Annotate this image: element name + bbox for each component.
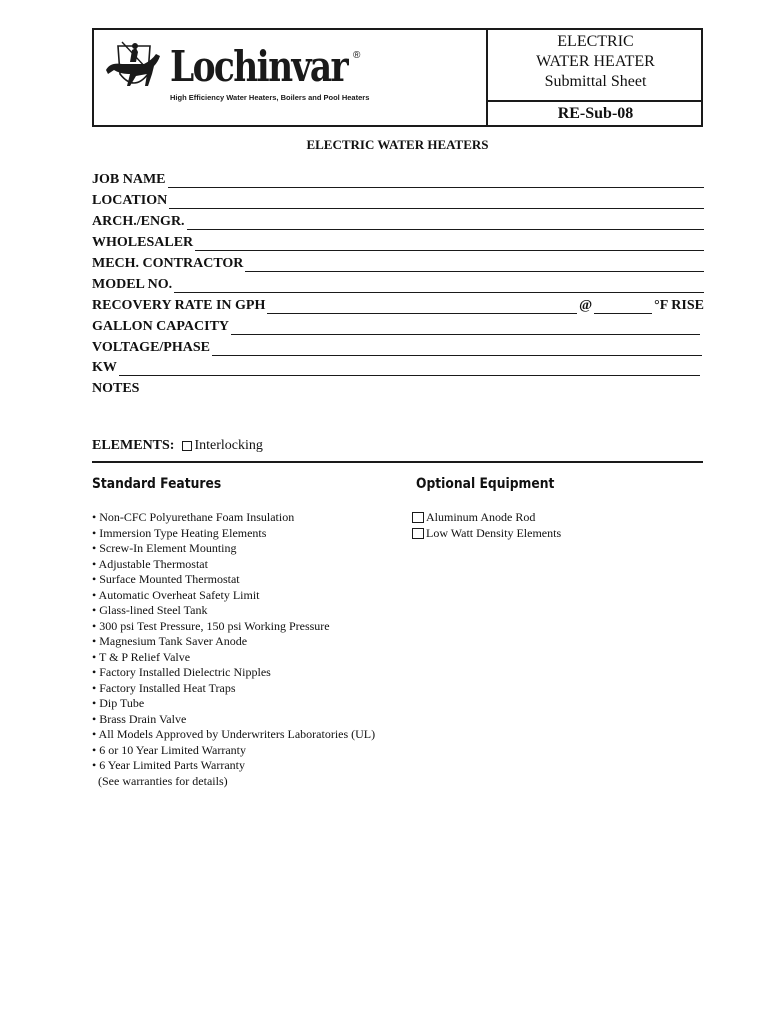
list-item: • 6 Year Limited Parts Warranty: [92, 758, 245, 772]
notes-label: NOTES: [92, 381, 140, 396]
arch-engr-field: [92, 210, 704, 230]
voltage-phase-input[interactable]: [212, 341, 702, 356]
aluminum-anode-label: Aluminum Anode Rod: [426, 510, 536, 524]
list-item: • Magnesium Tank Saver Anode: [92, 634, 248, 648]
job-name-label: JOB NAME: [92, 172, 166, 187]
elements-row: [92, 438, 263, 454]
list-item: • Screw-In Element Mounting: [92, 541, 237, 555]
recovery-rate-input[interactable]: [267, 299, 577, 314]
section-rule: [92, 461, 703, 463]
logo: [100, 36, 480, 122]
model-no-field: [92, 273, 704, 293]
list-item: • Automatic Overheat Safety Limit: [92, 587, 260, 602]
job-name-field: [92, 168, 704, 188]
aluminum-anode-checkbox[interactable]: [412, 512, 424, 523]
list-item: • Dip Tube: [92, 696, 145, 710]
horse-rider-icon: [100, 40, 172, 100]
wholesaler-input[interactable]: [195, 236, 704, 251]
list-item: • Adjustable Thermostat: [92, 556, 208, 571]
gallon-capacity-field: [92, 315, 700, 335]
list-item: • Surface Mounted Thermostat: [92, 572, 240, 586]
brand-name: Lochinvar: [170, 42, 348, 91]
list-item: • T & P Relief Valve: [92, 649, 191, 664]
wholesaler-label: WHOLESALER: [92, 235, 194, 250]
list-item: • Factory Installed Dielectric Nipples: [92, 665, 271, 679]
standard-features-list: [92, 510, 375, 789]
voltage-phase-label: VOLTAGE/PHASE: [92, 340, 210, 355]
mech-contractor-label: MECH. CONTRACTOR: [92, 256, 244, 271]
list-item: • 6 or 10 Year Limited Warranty: [92, 742, 246, 757]
interlocking-checkbox[interactable]: [182, 441, 192, 451]
list-item: (See warranties for details): [92, 773, 228, 788]
registered-mark: ®: [353, 50, 361, 61]
recovery-rate-field: [92, 294, 704, 314]
list-item: • All Models Approved by Underwriters Laboratories (UL): [92, 727, 376, 741]
list-item: • Glass-lined Steel Tank: [92, 603, 208, 617]
gallon-capacity-input[interactable]: [231, 320, 700, 335]
arch-engr-input[interactable]: [187, 215, 704, 230]
form-code: RE-Sub-08: [557, 105, 634, 122]
gallon-capacity-label: GALLON CAPACITY: [92, 319, 230, 334]
voltage-phase-field: [92, 336, 702, 356]
arch-engr-label: ARCH./ENGR.: [92, 214, 185, 229]
list-item: • Immersion Type Heating Elements: [92, 525, 267, 540]
title-line-2: WATER HEATER: [536, 53, 655, 70]
list-item: [412, 510, 561, 526]
optional-equipment-title: Optional Equipment: [416, 476, 555, 492]
low-watt-checkbox[interactable]: [412, 528, 424, 539]
wholesaler-field: [92, 231, 704, 251]
standard-features-title: Standard Features: [92, 476, 222, 492]
section-heading: ELECTRIC WATER HEATERS: [306, 137, 489, 152]
kw-field: [92, 356, 700, 376]
recovery-at-label: @: [579, 298, 593, 313]
list-item: • Brass Drain Valve: [92, 711, 187, 726]
recovery-rate-label: RECOVERY RATE IN GPH: [92, 298, 266, 313]
brand-tagline: High Efficiency Water Heaters, Boilers and Pool Heaters: [170, 93, 370, 102]
model-no-input[interactable]: [174, 278, 704, 293]
low-watt-label: Low Watt Density Elements: [426, 525, 562, 540]
location-field: [92, 189, 704, 209]
model-no-label: MODEL NO.: [92, 277, 173, 292]
list-item: • Factory Installed Heat Traps: [92, 680, 236, 695]
mech-contractor-field: [92, 252, 704, 272]
elements-label: ELEMENTS:: [92, 438, 175, 453]
title-line-3: Submittal Sheet: [544, 73, 647, 90]
kw-label: KW: [92, 360, 117, 375]
list-item: [412, 526, 561, 542]
list-item: • 300 psi Test Pressure, 150 psi Working Pressure: [92, 618, 330, 633]
job-name-input[interactable]: [168, 173, 705, 188]
title-line-1: ELECTRIC: [557, 33, 634, 50]
recovery-rise-input[interactable]: [594, 299, 652, 314]
interlocking-label: Interlocking: [194, 438, 263, 453]
header-box: [92, 28, 703, 127]
list-item: • Non-CFC Polyurethane Foam Insulation: [92, 510, 295, 524]
mech-contractor-input[interactable]: [245, 257, 704, 272]
location-input[interactable]: [169, 194, 704, 209]
kw-input[interactable]: [119, 361, 700, 376]
recovery-rise-label: °F RISE: [654, 298, 704, 313]
optional-equipment-list: [412, 510, 561, 541]
document-title: [488, 30, 703, 100]
location-label: LOCATION: [92, 193, 168, 208]
notes-field: [92, 377, 704, 397]
